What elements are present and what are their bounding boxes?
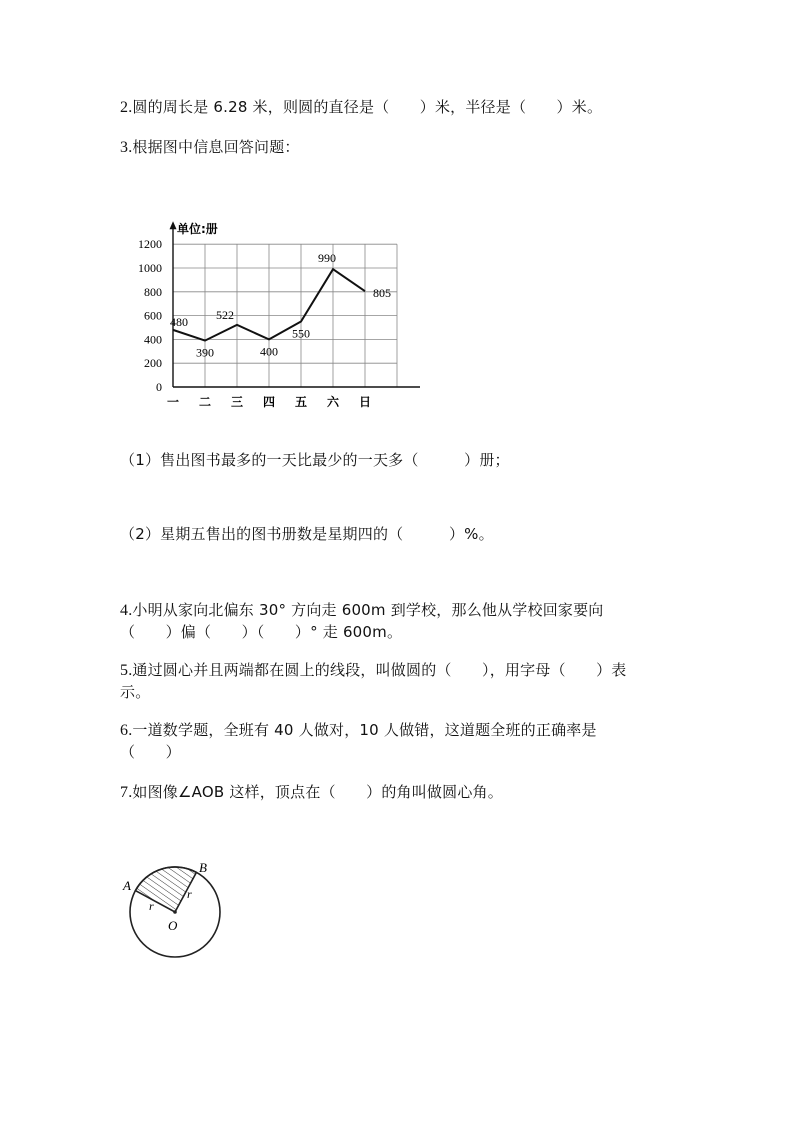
question-3 [120, 136, 300, 159]
question-5-line-2: 示。 [120, 683, 151, 701]
question-4-text-1: 小明从家向北偏东 30° 方向走 600m 到学校，那么他从学校回家要向 [132, 601, 604, 619]
question-6-line-1 [120, 719, 597, 742]
label-r-right: r [187, 887, 192, 901]
x-tick-label: 三 [230, 395, 244, 409]
center-point [173, 910, 177, 914]
label-b: B [199, 860, 207, 875]
x-tick-label: 二 [198, 395, 212, 409]
question-3-text: 根据图中信息回答问题： [132, 138, 300, 156]
question-7-number: 7. [120, 784, 133, 801]
x-tick-label: 一 [166, 395, 180, 409]
question-7 [120, 781, 503, 804]
y-tick-label: 600 [144, 308, 162, 323]
question-4-line-1 [120, 599, 604, 622]
y-tick-label: 800 [144, 284, 162, 299]
question-5-line-1 [120, 659, 627, 682]
y-tick-label: 0 [156, 380, 162, 394]
label-a: A [123, 878, 131, 893]
question-6-text-1: 一道数学题，全班有 40 人做对，10 人做错，这道题全班的正确率是 [132, 721, 597, 739]
data-label: 400 [260, 344, 278, 359]
line-chart [120, 205, 420, 415]
question-5-text-1: 通过圆心并且两端都在圆上的线段，叫做圆的（ ），用字母（ ）表 [132, 661, 627, 679]
x-tick-label: 五 [294, 395, 308, 409]
label-o: O [168, 918, 178, 933]
question-2-number: 2. [120, 99, 133, 116]
question-4-number: 4. [120, 602, 133, 619]
question-4-line-2: （ ）偏（ ）（ ）° 走 600m。 [120, 623, 403, 641]
y-tick-label: 1000 [138, 261, 162, 275]
question-2-text: 圆的周长是 6.28 米，则圆的直径是（ ）米，半径是（ ）米。 [132, 98, 603, 116]
y-tick-label: 400 [144, 332, 162, 347]
data-label: 480 [170, 314, 188, 329]
data-label: 990 [318, 251, 336, 266]
question-2 [120, 96, 602, 119]
data-label: 550 [292, 326, 310, 341]
x-tick-label: 日 [358, 395, 372, 409]
chart-unit-label: 单位:册 [177, 222, 218, 237]
question-3-sub-2: （2）星期五售出的图书册数是星期四的（ ）%。 [120, 525, 494, 543]
question-5-number: 5. [120, 662, 133, 679]
x-tick-label: 六 [326, 395, 340, 409]
label-r-left: r [149, 899, 154, 913]
question-7-text: 如图像∠AOB 这样，顶点在（ ）的角叫做圆心角。 [132, 783, 503, 801]
question-3-number: 3. [120, 139, 133, 156]
y-axis-arrow [170, 221, 177, 229]
question-3-sub-1: （1）售出图书最多的一天比最少的一天多（ ）册； [120, 451, 510, 469]
y-tick-label: 200 [144, 356, 162, 371]
x-tick-label: 四 [262, 395, 276, 409]
y-tick-label: 1200 [138, 237, 162, 252]
circle-sector-figure [115, 855, 235, 965]
question-6-line-2: （ ） [120, 743, 181, 761]
data-label: 390 [196, 345, 214, 360]
data-label: 522 [216, 307, 234, 322]
question-6-number: 6. [120, 722, 133, 739]
data-label: 805 [373, 286, 391, 301]
